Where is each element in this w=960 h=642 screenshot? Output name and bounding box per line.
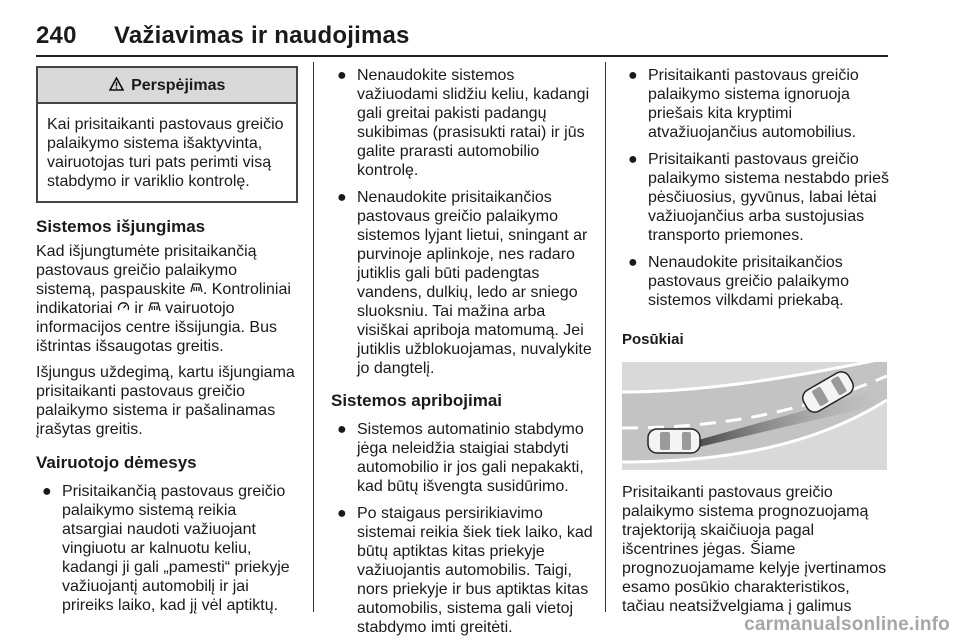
paragraph-deactivation	[36, 242, 298, 356]
bullet-icon: ●	[337, 67, 347, 84]
list-item	[331, 420, 596, 496]
section-heading-driver-attention: Vairuotojo dėmesys	[36, 453, 197, 472]
column-divider	[605, 62, 606, 612]
bullet-icon: ●	[628, 151, 638, 168]
warning-triangle-icon	[109, 77, 128, 94]
adaptive-cruise-icon	[148, 299, 161, 318]
warning-title: Perspėjimas	[131, 77, 226, 94]
list-item-text: Prisitaikanti pastovaus greičio palaikymo sistema ignoruoja priešais kita kryptimi atvažiuojančius automobilius.	[648, 67, 859, 141]
list-item-text: Prisitaikanti pastovaus greičio palaikymo sistema nestabdo prieš pėsčiuosius, gyvūnus, labai lėtai važiuojančius arba sustojusias transporto priemones.	[648, 151, 890, 244]
list-item-text: Sistemos automatinio stabdymo jėga neleidžia staigiai stabdyti automobilio ir jos gali nepakakti, kad būtų išvengta susidūrimo.	[357, 421, 584, 495]
curve-illustration	[622, 362, 887, 470]
text-run: Kad išjungtumėte prisitaikančią pastovaus greičio palaikymo sistemą, paspauskite	[36, 243, 257, 298]
list-item	[622, 253, 890, 310]
column-3	[622, 66, 890, 616]
list-item-text: Po staigaus persirikiavimo sistemai reikia šiek tiek laiko, kad būtų aptiktas kitas priekyje važiuojantis automobilis. Taigi, nors priekyje ir bus aptiktas kitas automobilis, sistema gali vietoj stabdymo imti greitėti.	[357, 505, 593, 636]
text-run: ir	[134, 300, 144, 317]
paragraph-ignition-off: Išjungus uždegimą, kartu išjungiama prisitaikanti pastovaus greičio palaikymo sistema ir pašalinamas įrašytas greitis.	[36, 364, 295, 438]
warning-body: Kai prisitaikanti pastovaus greičio palaikymo sistema išaktyvinta, vairuotojas turi pats perimti visą stabdymo ir variklio kontrolę.	[47, 116, 284, 190]
warning-box	[36, 66, 298, 203]
section-heading-deactivation: Sistemos išjungimas	[36, 217, 206, 236]
bullet-icon: ●	[42, 483, 52, 500]
text-run: . Kontroliniai indikatoriai	[36, 281, 291, 317]
section-heading-curves: Posūkiai	[622, 331, 684, 348]
list-item-text: Nenaudokite prisitaikančios pastovaus greičio palaikymo sistemos lyjant lietui, sningant ar purvinoje aplinkoje, nes radaro jutiklis gali būti padengtas vandens, dulkių, ledo ar sniego sluoksniu. Tai mažina arba visiškai apriboja matomumą. Jei jutiklis užblokuojamas, nuvalykite jo dangtelį.	[357, 189, 592, 377]
bullet-icon: ●	[337, 421, 347, 438]
list-item	[622, 150, 890, 245]
header-rule	[36, 55, 888, 57]
bullet-icon: ●	[628, 67, 638, 84]
list-item-text: Prisitaikančią pastovaus greičio palaikymo sistemą reikia atsargiai naudoti važiuojant vingiuotu ar kalnuotu keliu, kadangi ji gali „pamesti“ priekyje važiuojantį automobilį ir jai prireiks laiko, kad jį vėl aptiktų.	[62, 483, 290, 614]
bullet-icon: ●	[337, 189, 347, 206]
bullet-icon: ●	[628, 254, 638, 271]
watermark: carmanualsonline.info	[744, 614, 950, 635]
column-divider	[313, 62, 314, 612]
bullet-icon: ●	[337, 505, 347, 522]
list-item-text: Nenaudokite sistemos važiuodami slidžiu keliu, kadangi gali greitai pakisti padangų sukibimas (prasisukti ratai) ir jūs galite prarasti automobilio kontrolę.	[357, 67, 590, 179]
list-item	[36, 482, 298, 615]
column-1	[36, 66, 298, 615]
column-2	[331, 66, 596, 637]
list-item	[331, 66, 596, 180]
adaptive-cruise-icon	[190, 280, 203, 299]
page-number: 240	[36, 22, 77, 49]
paragraph-curves: Prisitaikanti pastovaus greičio palaikymo sistema prognozuojamą trajektoriją skaičiuoja pagal išcentrines jėgas. Šiame prognozuojamame kelyje įvertinamos esamo posūkio charakteristikos, tačiau neatsižvelgiama į galimus	[622, 484, 887, 615]
list-item	[331, 504, 596, 637]
page-header	[36, 22, 410, 50]
cruise-icon	[117, 299, 130, 318]
page-title: Važiavimas ir naudojimas	[114, 22, 410, 49]
list-item-text: Nenaudokite prisitaikančios pastovaus greičio palaikymo sistemos vilkdami priekabą.	[648, 254, 849, 309]
warning-header	[38, 68, 296, 104]
text-run: vairuotojo informacijos centre išsijungia. Bus ištrintas išsaugotas greitis.	[36, 300, 277, 355]
section-heading-limitations: Sistemos apribojimai	[331, 391, 502, 410]
list-item	[622, 66, 890, 142]
list-item	[331, 188, 596, 378]
